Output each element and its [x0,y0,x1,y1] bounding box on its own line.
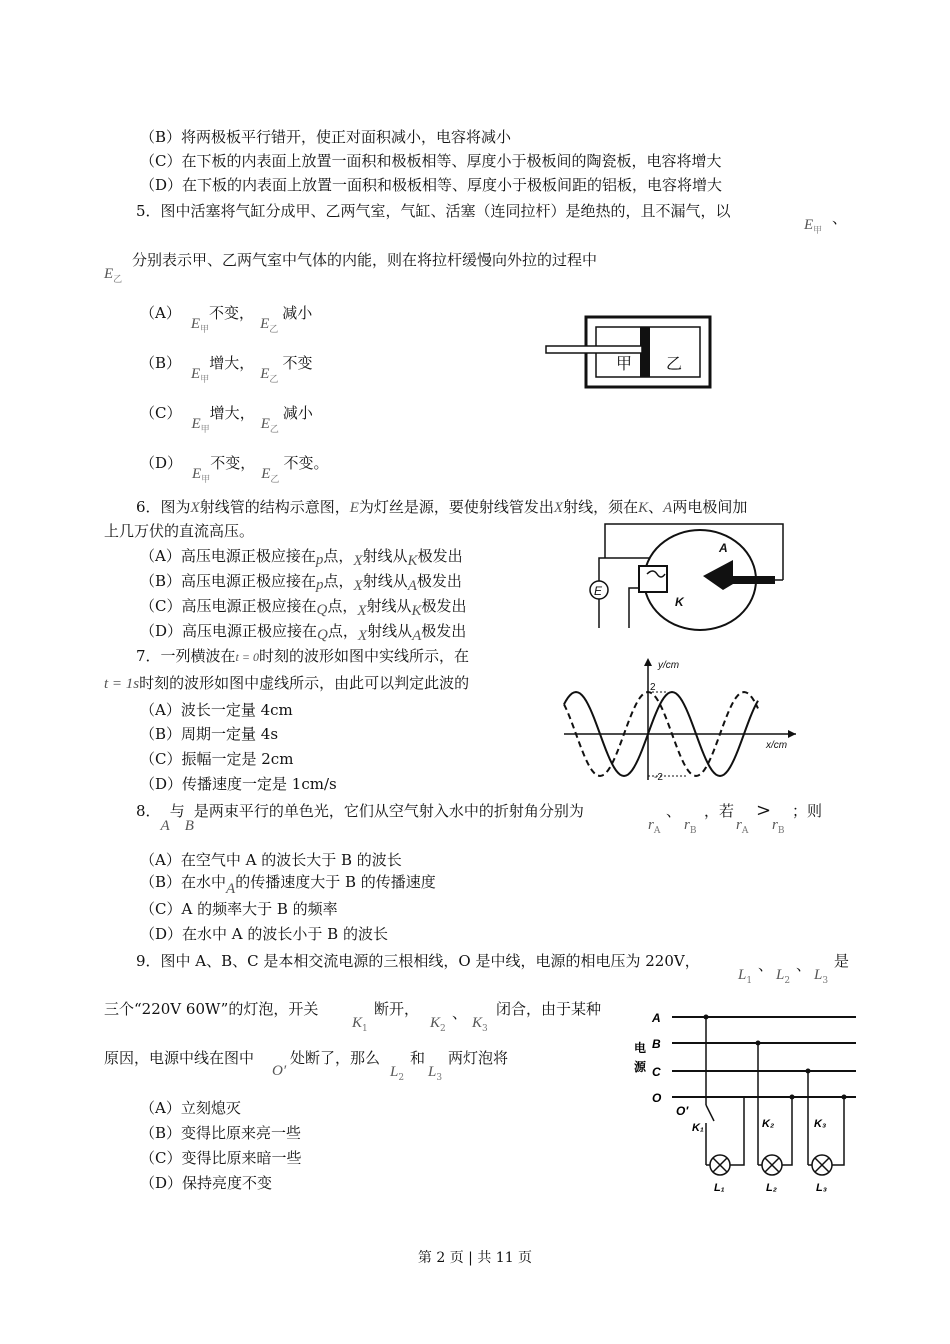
label-dian: 电 [634,1041,647,1055]
point-symbol: p [316,577,324,593]
q8-sep: 、 [666,802,682,820]
option-text: 极发出 [416,572,462,590]
q9-l3: $L_3$ [814,967,829,986]
q6-option-b [140,571,462,592]
option-comma: ， [239,404,255,422]
q4-option-d: （D）在下板的内表面上放置一面积和极板相等、厚度小于极板间距的铝板，电容将增大 [140,176,723,194]
cathode-cup [639,566,667,592]
electrode-symbol: A [412,628,422,644]
option-text: 点， [323,572,354,590]
q6-option-a [140,546,463,567]
label-b: B [652,1037,661,1051]
option-change-jia: 不变 [209,304,240,322]
three-phase-circuit [628,1005,864,1195]
q9-option-a: （A）立刻熄灭 [140,1099,241,1117]
option-change-yi: 不变 [282,354,313,372]
q8-ra-2: $r_A$ [736,817,749,836]
q7-stem-line2: t = 1s时刻的波形如图中虚线所示，由此可以判定此波的 [104,674,470,692]
label-e: E [594,584,603,598]
option-label: （D） [140,454,183,472]
q9-shi: 是 [834,952,850,970]
q8-if: ，若 [704,802,735,820]
option-text: 射线从 [362,547,408,565]
electrode-symbol: A [407,578,417,594]
energy-symbol: E [260,366,270,382]
q9-stem-line3a: 原因，电源中线在图中 [104,1049,255,1067]
label-cathode: K [675,595,684,609]
label-anode: A [719,541,728,555]
q9-duan: 断开， [374,1000,420,1018]
energy-symbol: E [191,416,201,432]
label-l2: L₂ [766,1182,777,1194]
xray-tube-diagram [585,518,795,640]
option-change-yi: 减小 [282,404,313,422]
q6-stem-line2: 上几万伏的直流高压。 [104,522,255,540]
option-change-jia: 不变 [210,454,241,472]
q5-sep: 、 [832,209,848,227]
energy-sub-jia: 甲 [200,325,210,335]
q9-option-d: （D）保持亮度不变 [140,1174,273,1192]
q9-k3: $K_3$ [472,1015,488,1034]
q8-ra: $r_A$ [648,817,661,836]
q5-e-yi: $E_乙$ [104,266,123,285]
page-footer: 第 2 页 | 共 11 页 [417,1250,533,1266]
label-o-prime: O′ [676,1104,689,1118]
lamp-l3-return [832,1097,844,1165]
energy-symbol: E [191,366,201,382]
option-text: 极发出 [417,547,463,565]
q9-bihe: 闭合，由于某种 [496,1000,602,1018]
q9-l1: $L_1$ [738,967,753,986]
option-label: （B） [140,354,182,372]
label-c: C [652,1065,661,1079]
energy-symbol: E [260,316,270,332]
q6-stem-line1: 6．图为X射线管的结构示意图，E为灯丝是源，要使射线管发出X射线，须在K、A两电极间加 [136,498,748,516]
option-label: （A） [140,304,181,322]
q9-k2: $K_2$ [430,1015,446,1034]
chamber-yi-label: 乙 [666,356,683,373]
energy-sub-yi: 乙 [269,325,279,335]
option-text: 极发出 [421,597,467,615]
q5-stem-line2: 分别表示甲、乙两气室中气体的内能，则在将拉杆缓慢向外拉的过程中 [132,251,598,269]
q9-stem-line2a: 三个“220V 60W”的灯泡，开关 [104,1000,319,1018]
energy-sub-jia: 甲 [200,425,210,435]
pull-rod [546,346,642,353]
q7-option-a: （A）波长一定量 4cm [140,701,293,719]
y-tick-neg2: -2 [654,772,663,783]
q9-option-c: （C）变得比原来暗一些 [140,1149,302,1167]
q9-stem-line1: 9．图中 A、B、C 是本相交流电源的三根相线，O 是中线，电源的相电压为 220V， [136,952,700,970]
energy-symbol: E [190,316,201,332]
option-change-yi: 减小 [282,304,313,322]
q9-k1: $K_1$ [352,1015,368,1034]
option-text: 极发出 [421,622,467,640]
q5-option-a [140,303,313,335]
energy-symbol: E [260,416,270,432]
y-axis-label: y/cm [658,660,680,671]
chamber-jia-label: 甲 [616,356,633,373]
q5-stem-line1: 5．图中活塞将气缸分成甲、乙两气室，气缸、活塞（连同拉杆）是绝热的，且不漏气，以 [136,202,731,220]
q8-option-b: （B）在水中A的传播速度大于 B 的传播速度 [140,873,436,897]
y-tick-2: 2 [650,682,656,693]
option-text: （B）高压电源正极应接在 [140,572,317,590]
q9-he: 和 [410,1049,426,1067]
energy-symbol: E [192,466,202,482]
energy-sub-yi: 乙 [269,375,279,385]
switch-k1 [706,1105,714,1121]
y-arrow [644,658,652,666]
q7-option-c: （C）振幅一定是 2cm [140,750,294,768]
option-text: （A）高压电源正极应接在 [140,547,316,565]
q5-option-c [140,403,313,435]
q9-l2-b: $L_2$ [390,1064,405,1083]
energy-symbol: E [261,466,271,482]
x-arrow [788,730,796,738]
label-k1: K₁ [692,1122,704,1134]
q5-option-d [140,453,329,485]
q9-sep2: 、 [796,956,812,974]
option-comma: ， [240,454,256,472]
label-l3: L₃ [816,1182,827,1194]
wave-graph [558,656,808,786]
q8-gt: > [756,800,772,821]
x-axis-label: x/cm [766,740,788,751]
label-k3: K₃ [814,1118,827,1130]
lamp-l1-return [730,1097,744,1165]
q9-stem-line3b: 处断了，那么 [290,1049,381,1067]
q9-o-prime: O′ [272,1063,287,1079]
q8-option-c: （C）A 的频率大于 B 的频率 [140,900,338,918]
label-l1: L₁ [714,1182,725,1194]
option-change-jia: 增大 [209,404,240,422]
q8-option-a: （A）在空气中 A 的波长大于 B 的波长 [140,851,402,869]
label-yuan: 源 [634,1060,647,1074]
energy-sub-yi: 乙 [270,475,280,485]
point-symbol: Q [317,627,328,643]
option-text: （C）高压电源正极应接在 [140,597,317,615]
q9-sep1: 、 [758,956,774,974]
q9-sep3: 、 [452,1004,468,1022]
x-symbol: X [353,578,363,594]
q7-stem-line1: 7．一列横波在t = 0时刻的波形如图中实线所示，在 [136,647,469,665]
energy-sub-jia: 甲 [201,475,211,485]
q5-e-jia: $E_甲$ [804,217,823,236]
x-symbol: X [353,553,363,569]
q7-option-d: （D）传播速度一定是 1cm/s [140,775,337,793]
option-change-jia: 增大 [209,354,240,372]
x-symbol: X [357,603,367,619]
option-comma: ， [239,354,255,372]
q9-l2: $L_2$ [776,967,791,986]
option-text: 点， [327,597,358,615]
q8-stem: 8．A与B是两束平行的单色光，它们从空气射入水中的折射角分别为 [136,802,584,834]
q4-option-c: （C）在下板的内表面上放置一面积和极板相等、厚度小于极板间的陶瓷板，电容将增大 [140,152,722,170]
x-symbol: X [357,628,368,644]
lamp-l2-return [782,1097,792,1165]
option-text: 射线从 [367,622,413,640]
energy-sub-yi: 乙 [269,425,279,435]
option-text: 点， [323,547,354,565]
node-o3 [842,1095,847,1100]
option-text: 点， [327,622,358,640]
electrode-symbol: K [407,553,418,569]
option-text: 射线从 [362,572,408,590]
point-symbol: p [315,552,324,568]
point-symbol: Q [316,602,328,618]
label-a: A [652,1011,661,1025]
energy-sub-jia: 甲 [200,375,210,385]
q9-stem-line3c: 两灯泡将 [448,1049,509,1067]
electrode-symbol: K [411,603,422,619]
q9-option-b: （B）变得比原来亮一些 [140,1124,302,1142]
q6-option-c [140,596,467,617]
q8-rb-2: $r_B$ [772,817,785,836]
q8-rb: $r_B$ [684,817,697,836]
q5-option-b [140,353,313,385]
q8-then: ；则 [792,802,823,820]
q8-option-d: （D）在水中 A 的波长小于 B 的波长 [140,925,388,943]
q7-option-b: （B）周期一定量 4s [140,725,279,743]
q4-option-b: （B）将两极板平行错开，使正对面积减小，电容将减小 [140,128,512,146]
option-label: （C） [140,404,182,422]
option-change-yi: 不变。 [283,454,329,472]
cylinder-diagram [540,312,720,392]
option-comma: ， [239,304,255,322]
option-text: 射线从 [366,597,412,615]
q6-option-d [140,621,466,642]
option-text: （D）高压电源正极应接在 [140,622,318,640]
label-o: O [652,1091,662,1105]
q9-l3-b: $L_3$ [428,1064,443,1083]
node-o2 [790,1095,795,1100]
label-k2: K₂ [762,1118,775,1130]
